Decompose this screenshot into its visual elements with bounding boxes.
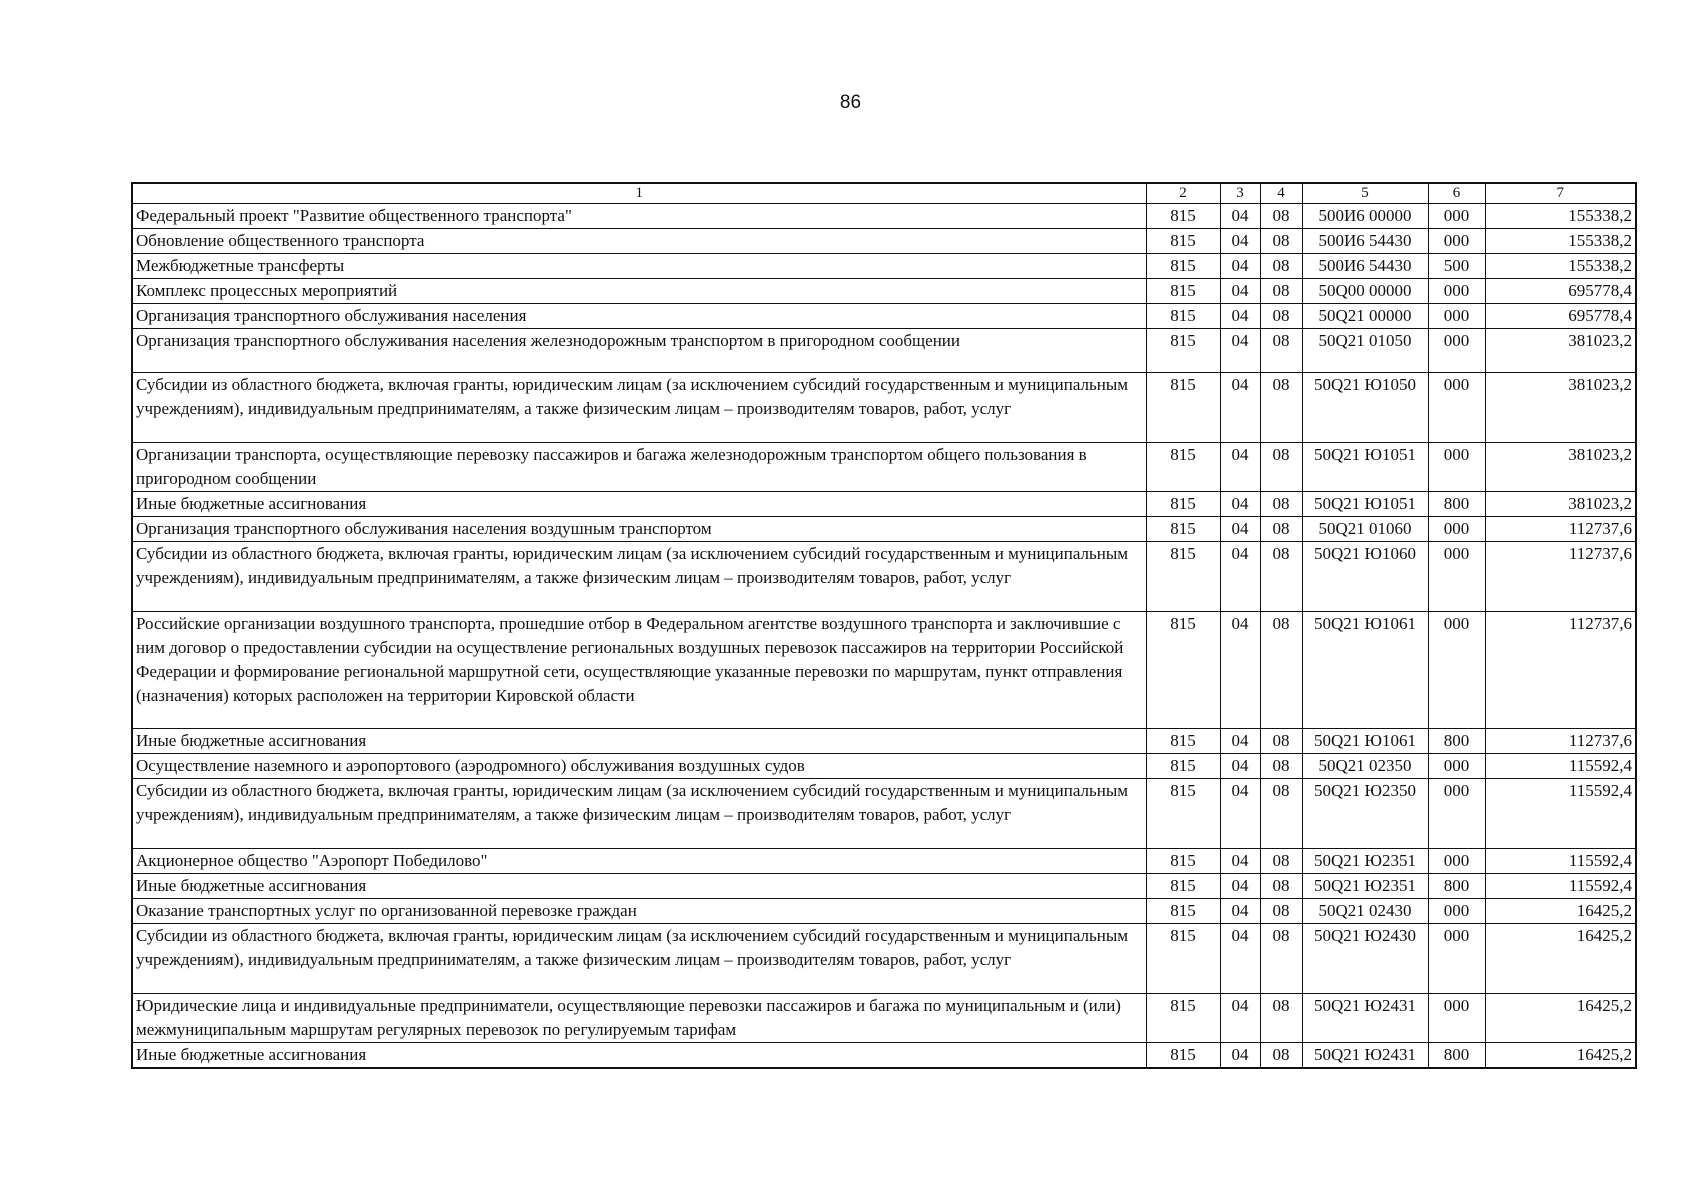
table-row: [132, 924, 1636, 994]
row-code-5-cell: 50Q00 00000: [1302, 279, 1428, 304]
row-code-3-cell: 04: [1220, 329, 1260, 373]
row-name-cell: Обновление общественного транспорта: [132, 229, 1146, 254]
row-code-4-cell: 08: [1260, 492, 1302, 517]
row-code-3-cell: 04: [1220, 874, 1260, 899]
row-code-3-cell: 04: [1220, 1043, 1260, 1069]
row-code-6-cell: 800: [1428, 492, 1485, 517]
row-code-6-cell: 800: [1428, 874, 1485, 899]
table-row: [132, 754, 1636, 779]
row-code-3-cell: 04: [1220, 204, 1260, 229]
row-code-5-cell: 50Q21 Ю1050: [1302, 373, 1428, 443]
row-code-4-cell: 08: [1260, 279, 1302, 304]
row-code-6-cell: 000: [1428, 373, 1485, 443]
row-amount-cell: 381023,2: [1485, 492, 1636, 517]
row-code-3-cell: 04: [1220, 849, 1260, 874]
row-code-3-cell: 04: [1220, 994, 1260, 1043]
row-code-6-cell: 000: [1428, 517, 1485, 542]
row-code-6-cell: 000: [1428, 612, 1485, 729]
row-code-2-cell: 815: [1146, 542, 1220, 612]
row-code-4-cell: 08: [1260, 229, 1302, 254]
table-row: [132, 612, 1636, 729]
row-code-3-cell: 04: [1220, 899, 1260, 924]
row-amount-cell: 695778,4: [1485, 279, 1636, 304]
row-code-5-cell: 50Q21 Ю2431: [1302, 994, 1428, 1043]
row-code-2-cell: 815: [1146, 254, 1220, 279]
row-amount-cell: 381023,2: [1485, 373, 1636, 443]
row-code-3-cell: 04: [1220, 373, 1260, 443]
row-code-3-cell: 04: [1220, 754, 1260, 779]
row-code-5-cell: 50Q21 Ю1051: [1302, 492, 1428, 517]
row-code-4-cell: 08: [1260, 924, 1302, 994]
row-code-4-cell: 08: [1260, 729, 1302, 754]
row-name-cell: Субсидии из областного бюджета, включая гранты, юридическим лицам (за исключением субсидий государственным и муниципальным учреждениям), индивидуальным предпринимателям, а также физическим лицам – производителям товаров, работ, услуг: [132, 373, 1146, 443]
row-code-2-cell: 815: [1146, 204, 1220, 229]
row-code-3-cell: 04: [1220, 492, 1260, 517]
row-code-6-cell: 000: [1428, 924, 1485, 994]
row-code-4-cell: 08: [1260, 443, 1302, 492]
row-amount-cell: 16425,2: [1485, 1043, 1636, 1069]
row-code-2-cell: 815: [1146, 329, 1220, 373]
table-row: [132, 304, 1636, 329]
row-name-cell: Субсидии из областного бюджета, включая гранты, юридическим лицам (за исключением субсидий государственным и муниципальным учреждениям), индивидуальным предпринимателям, а также физическим лицам – производителям товаров, работ, услуг: [132, 924, 1146, 994]
table-row: [132, 492, 1636, 517]
table-row: [132, 542, 1636, 612]
row-code-6-cell: 000: [1428, 204, 1485, 229]
row-amount-cell: 695778,4: [1485, 304, 1636, 329]
table-row: [132, 204, 1636, 229]
row-code-3-cell: 04: [1220, 304, 1260, 329]
row-amount-cell: 155338,2: [1485, 204, 1636, 229]
row-code-4-cell: 08: [1260, 542, 1302, 612]
column-header-7: 7: [1485, 183, 1636, 204]
row-code-5-cell: 50Q21 00000: [1302, 304, 1428, 329]
row-amount-cell: 155338,2: [1485, 254, 1636, 279]
row-code-6-cell: 000: [1428, 994, 1485, 1043]
row-name-cell: Организация транспортного обслуживания населения: [132, 304, 1146, 329]
page-number: 86: [839, 92, 862, 113]
row-amount-cell: 115592,4: [1485, 849, 1636, 874]
row-code-3-cell: 04: [1220, 279, 1260, 304]
row-code-3-cell: 04: [1220, 779, 1260, 849]
row-amount-cell: 115592,4: [1485, 779, 1636, 849]
row-code-5-cell: 50Q21 02350: [1302, 754, 1428, 779]
row-code-6-cell: 000: [1428, 542, 1485, 612]
row-code-5-cell: 500И6 54430: [1302, 229, 1428, 254]
row-amount-cell: 112737,6: [1485, 542, 1636, 612]
row-code-2-cell: 815: [1146, 492, 1220, 517]
row-code-5-cell: 50Q21 02430: [1302, 899, 1428, 924]
table-row: [132, 899, 1636, 924]
row-code-2-cell: 815: [1146, 517, 1220, 542]
row-code-5-cell: 50Q21 Ю2351: [1302, 874, 1428, 899]
row-code-6-cell: 000: [1428, 329, 1485, 373]
row-name-cell: Российские организации воздушного транспорта, прошедшие отбор в Федеральном агентстве воздушного транспорта и заключившие с ним договор о предоставлении субсидии на осуществление региональных воздушных перевозок пассажиров на территории Российской Федерации и формирование региональной маршрутной сети, осуществляющие указанные перевозки по маршрутам, пункт отправления (назначения) которых расположен на территории Кировской области: [132, 612, 1146, 729]
row-code-3-cell: 04: [1220, 729, 1260, 754]
row-amount-cell: 112737,6: [1485, 729, 1636, 754]
row-code-6-cell: 000: [1428, 899, 1485, 924]
table-row: [132, 329, 1636, 373]
row-code-6-cell: 000: [1428, 279, 1485, 304]
row-code-4-cell: 08: [1260, 329, 1302, 373]
column-header-5: 5: [1302, 183, 1428, 204]
row-code-4-cell: 08: [1260, 754, 1302, 779]
row-amount-cell: 16425,2: [1485, 994, 1636, 1043]
row-name-cell: Акционерное общество "Аэропорт Победилово": [132, 849, 1146, 874]
row-name-cell: Иные бюджетные ассигнования: [132, 874, 1146, 899]
row-code-2-cell: 815: [1146, 373, 1220, 443]
row-code-5-cell: 50Q21 Ю2431: [1302, 1043, 1428, 1069]
column-header-3: 3: [1220, 183, 1260, 204]
row-name-cell: Организация транспортного обслуживания населения воздушным транспортом: [132, 517, 1146, 542]
row-code-5-cell: 500И6 54430: [1302, 254, 1428, 279]
row-name-cell: Осуществление наземного и аэропортового (аэродромного) обслуживания воздушных судов: [132, 754, 1146, 779]
row-code-5-cell: 50Q21 Ю1060: [1302, 542, 1428, 612]
row-code-2-cell: 815: [1146, 612, 1220, 729]
row-code-2-cell: 815: [1146, 279, 1220, 304]
row-amount-cell: 16425,2: [1485, 924, 1636, 994]
row-code-5-cell: 500И6 00000: [1302, 204, 1428, 229]
row-amount-cell: 112737,6: [1485, 517, 1636, 542]
row-code-6-cell: 000: [1428, 849, 1485, 874]
row-code-4-cell: 08: [1260, 899, 1302, 924]
row-code-5-cell: 50Q21 Ю1061: [1302, 612, 1428, 729]
row-code-5-cell: 50Q21 Ю2430: [1302, 924, 1428, 994]
column-header-1: 1: [132, 183, 1146, 204]
table-row: [132, 373, 1636, 443]
row-code-4-cell: 08: [1260, 304, 1302, 329]
row-code-4-cell: 08: [1260, 1043, 1302, 1069]
row-code-4-cell: 08: [1260, 994, 1302, 1043]
row-code-5-cell: 50Q21 01050: [1302, 329, 1428, 373]
row-code-4-cell: 08: [1260, 204, 1302, 229]
row-amount-cell: 381023,2: [1485, 443, 1636, 492]
row-code-4-cell: 08: [1260, 849, 1302, 874]
row-code-6-cell: 000: [1428, 754, 1485, 779]
column-header-2: 2: [1146, 183, 1220, 204]
row-code-5-cell: 50Q21 01060: [1302, 517, 1428, 542]
row-code-6-cell: 500: [1428, 254, 1485, 279]
table-body: [132, 204, 1636, 1069]
row-amount-cell: 155338,2: [1485, 229, 1636, 254]
row-code-2-cell: 815: [1146, 729, 1220, 754]
table-row: [132, 849, 1636, 874]
row-code-5-cell: 50Q21 Ю1061: [1302, 729, 1428, 754]
row-code-2-cell: 815: [1146, 1043, 1220, 1069]
row-code-2-cell: 815: [1146, 304, 1220, 329]
row-code-3-cell: 04: [1220, 542, 1260, 612]
row-code-4-cell: 08: [1260, 373, 1302, 443]
row-name-cell: Комплекс процессных мероприятий: [132, 279, 1146, 304]
table-row: [132, 517, 1636, 542]
table-row: [132, 229, 1636, 254]
row-code-5-cell: 50Q21 Ю2350: [1302, 779, 1428, 849]
row-code-2-cell: 815: [1146, 874, 1220, 899]
row-code-2-cell: 815: [1146, 899, 1220, 924]
row-code-4-cell: 08: [1260, 779, 1302, 849]
header-row: [132, 183, 1636, 204]
row-name-cell: Юридические лица и индивидуальные предприниматели, осуществляющие перевозки пассажиров и багажа по муниципальным и (или) межмуниципальным маршрутам регулярных перевозок по регулируемым тарифам: [132, 994, 1146, 1043]
table-row: [132, 729, 1636, 754]
row-code-6-cell: 000: [1428, 779, 1485, 849]
row-code-2-cell: 815: [1146, 779, 1220, 849]
row-name-cell: Иные бюджетные ассигнования: [132, 1043, 1146, 1069]
row-code-2-cell: 815: [1146, 754, 1220, 779]
row-code-5-cell: 50Q21 Ю1051: [1302, 443, 1428, 492]
row-name-cell: Субсидии из областного бюджета, включая гранты, юридическим лицам (за исключением субсидий государственным и муниципальным учреждениям), индивидуальным предпринимателям, а также физическим лицам – производителям товаров, работ, услуг: [132, 779, 1146, 849]
table-row: [132, 443, 1636, 492]
row-code-3-cell: 04: [1220, 229, 1260, 254]
table-row: [132, 779, 1636, 849]
row-amount-cell: 115592,4: [1485, 754, 1636, 779]
row-name-cell: Субсидии из областного бюджета, включая гранты, юридическим лицам (за исключением субсидий государственным и муниципальным учреждениям), индивидуальным предпринимателям, а также физическим лицам – производителям товаров, работ, услуг: [132, 542, 1146, 612]
row-name-cell: Иные бюджетные ассигнования: [132, 729, 1146, 754]
row-code-4-cell: 08: [1260, 612, 1302, 729]
row-code-4-cell: 08: [1260, 517, 1302, 542]
table-row: [132, 254, 1636, 279]
row-code-2-cell: 815: [1146, 994, 1220, 1043]
row-name-cell: Федеральный проект "Развитие общественного транспорта": [132, 204, 1146, 229]
row-name-cell: Иные бюджетные ассигнования: [132, 492, 1146, 517]
row-code-2-cell: 815: [1146, 443, 1220, 492]
row-amount-cell: 115592,4: [1485, 874, 1636, 899]
row-amount-cell: 16425,2: [1485, 899, 1636, 924]
row-name-cell: Межбюджетные трансферты: [132, 254, 1146, 279]
table-row: [132, 1043, 1636, 1069]
row-code-3-cell: 04: [1220, 612, 1260, 729]
row-code-3-cell: 04: [1220, 254, 1260, 279]
row-code-6-cell: 000: [1428, 443, 1485, 492]
row-code-6-cell: 000: [1428, 229, 1485, 254]
row-code-3-cell: 04: [1220, 924, 1260, 994]
row-code-4-cell: 08: [1260, 254, 1302, 279]
column-header-4: 4: [1260, 183, 1302, 204]
row-code-6-cell: 800: [1428, 1043, 1485, 1069]
row-code-3-cell: 04: [1220, 443, 1260, 492]
budget-table: [131, 182, 1637, 1069]
row-amount-cell: 381023,2: [1485, 329, 1636, 373]
row-code-3-cell: 04: [1220, 517, 1260, 542]
row-amount-cell: 112737,6: [1485, 612, 1636, 729]
row-code-6-cell: 000: [1428, 304, 1485, 329]
column-header-6: 6: [1428, 183, 1485, 204]
row-code-2-cell: 815: [1146, 924, 1220, 994]
row-code-4-cell: 08: [1260, 874, 1302, 899]
row-code-2-cell: 815: [1146, 849, 1220, 874]
table-row: [132, 994, 1636, 1043]
row-name-cell: Организации транспорта, осуществляющие перевозку пассажиров и багажа железнодорожным транспортом общего пользования в пригородном сообщении: [132, 443, 1146, 492]
row-code-6-cell: 800: [1428, 729, 1485, 754]
table-row: [132, 279, 1636, 304]
table-row: [132, 874, 1636, 899]
row-code-5-cell: 50Q21 Ю2351: [1302, 849, 1428, 874]
row-name-cell: Организация транспортного обслуживания населения железнодорожным транспортом в пригородном сообщении: [132, 329, 1146, 373]
row-name-cell: Оказание транспортных услуг по организованной перевозке граждан: [132, 899, 1146, 924]
row-code-2-cell: 815: [1146, 229, 1220, 254]
